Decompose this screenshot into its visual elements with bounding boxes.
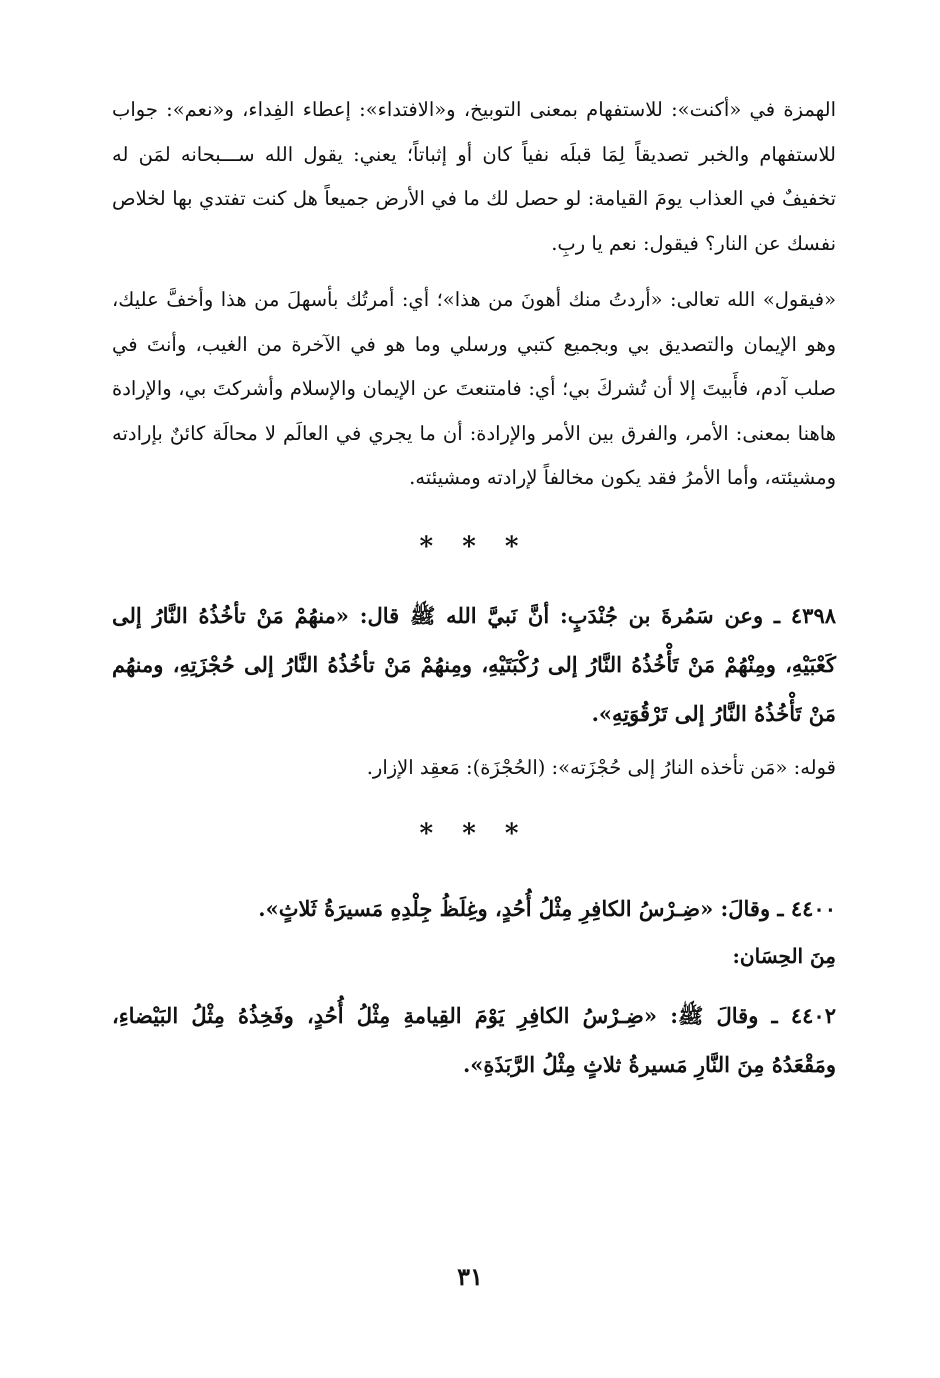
section-separator: * * * <box>419 818 529 849</box>
hadith-4402: ٤٤٠٢ ـ وقالَ ﷺ: «ضِـرْسُ الكافِرِ يَوْمَ القِيامةِ مِثْلُ أُحُدٍ، وفَخِذُهُ مِثْلُ البَيْضاءِ، ومَقْعَدُهُ مِنَ النَّارِ مَسيرةُ ثلاثٍ مِثْلُ الرَّبَذَةِ». <box>112 1002 836 1077</box>
section-separator: * * * <box>419 531 529 562</box>
commentary-paragraph-2: «فيقول» الله تعالى: «أردتُ منك أهونَ من هذا»؛ أي: أمرتُك بأسهلَ من هذا وأخفَّ عليك، وهو الإيمان والتصديق بي وبجميع كتبي ورسلي وما هو في الآخرة من الغيب، وأنتَ في صلب آدم، فأَبيتَ إلا أن تُشركَ بي؛ أي: فامتنعتَ عن الإيمان والإسلام وأشركتَ بي، والإرادة هاهنا بمعنى: الأمر، والفرق بين الأمر والإرادة: أن ما يجري في العالَم لا محالَة كائنٌ بإرادته ومشيئته، وأما الأمرُ فقد يكون مخالفاً لإرادته ومشيئته. <box>112 288 836 489</box>
hadith-4400: ٤٤٠٠ ـ وقالَ: «ضِـرْسُ الكافِرِ مِثْلُ أُحُدٍ، وغِلَظُ جِلْدِهِ مَسيرَةُ ثَلاثٍ». <box>258 895 836 921</box>
section-heading-hisan: مِنَ الحِسَان: <box>732 943 836 968</box>
page-body <box>112 88 836 1089</box>
commentary-paragraph-1: الهمزة في «أكنت»: للاستفهام بمعنى التوبيخ، و«الافتداء»: إعطاء الفِداء، و«نعم»: جواب للاستفهام والخبر تصديقاً لِمَا قبلَه نفياً كان أو إثباتاً؛ يعني: يقول الله ســـبحانه لمَن له تخفيفٌ في العذاب يومَ القيامة: لو حصل لك ما في الأرض جميعاً هل كنت تفتدي بها لخلاص نفسك عن النار؟ فيقول: نعم يا ربِ. <box>112 98 836 255</box>
hadith-4398-gloss: قوله: «مَن تأخذه النارُ إلى حُجْزَته»: (الحُجْزَة): مَعقِد الإزار. <box>366 755 836 779</box>
page-number: ٣١ <box>457 1262 483 1291</box>
hadith-4398: ٤٣٩٨ ـ وعن سَمُرةَ بن جُنْدَبٍ: أنَّ نَبيَّ الله ﷺ قال: «منهُمْ مَنْ تأخُذُهُ النَّارُ إلى كَعْبَيْهِ، ومِنْهُمْ مَنْ تَأْخُذُهُ النَّارُ إلى رُكْبَتَيْهِ، ومِنهُمْ مَنْ تأخُذُهُ النَّارُ إلى حُجْزَتِهِ، ومنهُم مَنْ تَأْخُذُهُ النَّارُ إلى تَرْقُوَتِهِ». <box>112 602 837 726</box>
